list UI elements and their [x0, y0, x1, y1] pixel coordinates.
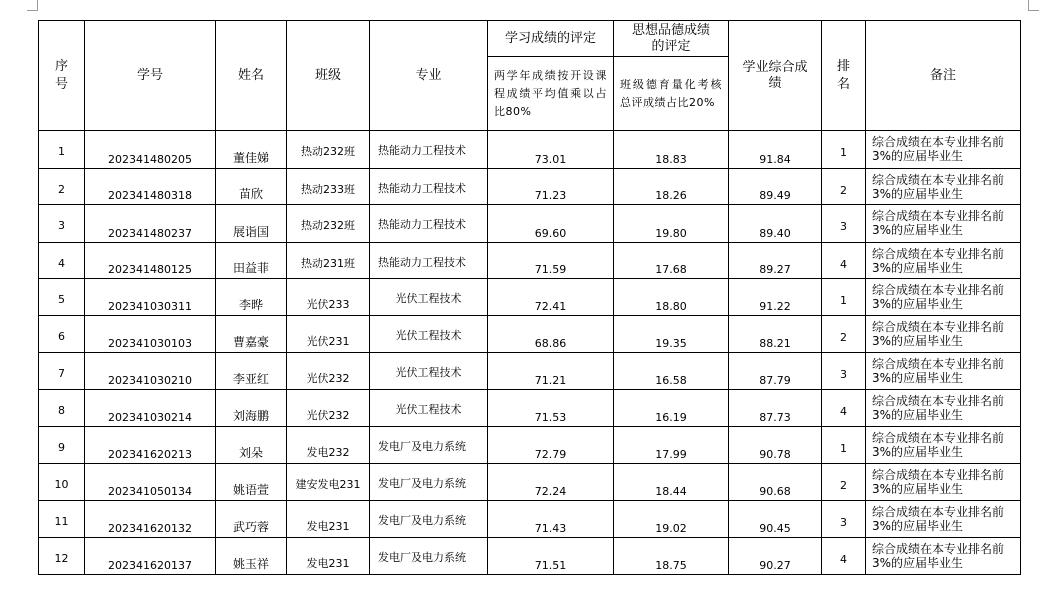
row-note: 综合成绩在本专业排名前3%的应届毕业生 — [866, 205, 1021, 243]
row-name: 姚语萱 — [216, 464, 287, 501]
row-note: 综合成绩在本专业排名前3%的应届毕业生 — [866, 538, 1021, 575]
row-seq: 4 — [39, 243, 85, 279]
row-student-id: 202341030311 — [85, 279, 216, 316]
row-student-id: 202341620137 — [85, 538, 216, 575]
header-major: 专业 — [370, 21, 488, 131]
row-rank: 1 — [822, 131, 866, 169]
row-class: 发电231 — [287, 501, 370, 538]
row-moral-score: 16.58 — [614, 353, 729, 390]
row-class: 光伏231 — [287, 316, 370, 353]
row-moral-score: 17.99 — [614, 427, 729, 464]
row-class: 发电232 — [287, 427, 370, 464]
row-note: 综合成绩在本专业排名前3%的应届毕业生 — [866, 279, 1021, 316]
row-moral-score: 18.26 — [614, 169, 729, 205]
table-row — [39, 131, 1021, 169]
row-composite-score: 90.45 — [729, 501, 822, 538]
row-student-id: 202341620213 — [85, 427, 216, 464]
row-composite-score: 90.68 — [729, 464, 822, 501]
header-class: 班级 — [287, 21, 370, 131]
row-major: 光伏工程技术 — [370, 353, 488, 390]
header-name: 姓名 — [216, 21, 287, 131]
row-composite-score: 89.27 — [729, 243, 822, 279]
row-seq: 2 — [39, 169, 85, 205]
row-student-id: 202341030214 — [85, 390, 216, 427]
header-student-id: 学号 — [85, 21, 216, 131]
row-study-score: 69.60 — [488, 205, 614, 243]
row-study-score: 72.41 — [488, 279, 614, 316]
row-study-score: 72.79 — [488, 427, 614, 464]
row-seq: 9 — [39, 427, 85, 464]
row-class: 热动233班 — [287, 169, 370, 205]
row-moral-score: 16.19 — [614, 390, 729, 427]
row-student-id: 202341620132 — [85, 501, 216, 538]
row-name: 曹嘉豪 — [216, 316, 287, 353]
row-study-score: 71.43 — [488, 501, 614, 538]
row-composite-score: 89.40 — [729, 205, 822, 243]
row-moral-score: 18.83 — [614, 131, 729, 169]
row-student-id: 202341480318 — [85, 169, 216, 205]
row-student-id: 202341030210 — [85, 353, 216, 390]
header-moral-sub: 班级德育量化考核总评成绩占比20% — [614, 57, 729, 131]
row-name: 李晔 — [216, 279, 287, 316]
row-student-id: 202341480237 — [85, 205, 216, 243]
row-class: 光伏232 — [287, 353, 370, 390]
header-moral-group: 思想品德成绩的评定 — [614, 21, 729, 57]
row-rank: 1 — [822, 427, 866, 464]
row-study-score: 73.01 — [488, 131, 614, 169]
row-moral-score: 18.80 — [614, 279, 729, 316]
row-major: 热能动力工程技术 — [370, 205, 488, 243]
row-seq: 8 — [39, 390, 85, 427]
row-seq: 12 — [39, 538, 85, 575]
header-seq: 序号 — [39, 21, 85, 131]
row-name: 李亚红 — [216, 353, 287, 390]
row-name: 刘朵 — [216, 427, 287, 464]
row-class: 发电231 — [287, 538, 370, 575]
row-rank: 2 — [822, 316, 866, 353]
row-class: 热动232班 — [287, 131, 370, 169]
row-rank: 3 — [822, 353, 866, 390]
row-major: 热能动力工程技术 — [370, 131, 488, 169]
row-rank: 3 — [822, 205, 866, 243]
table-row — [39, 169, 1021, 205]
row-student-id: 202341030103 — [85, 316, 216, 353]
row-rank: 3 — [822, 501, 866, 538]
row-composite-score: 90.78 — [729, 427, 822, 464]
row-rank: 1 — [822, 279, 866, 316]
row-note: 综合成绩在本专业排名前3%的应届毕业生 — [866, 464, 1021, 501]
row-seq: 10 — [39, 464, 85, 501]
row-class: 热动231班 — [287, 243, 370, 279]
header-study-sub: 两学年成绩按开设课程成绩平均值乘以占比80% — [488, 57, 614, 131]
table-row — [39, 538, 1021, 575]
row-name: 苗欣 — [216, 169, 287, 205]
row-seq: 5 — [39, 279, 85, 316]
row-composite-score: 88.21 — [729, 316, 822, 353]
row-study-score: 71.53 — [488, 390, 614, 427]
row-name: 姚玉祥 — [216, 538, 287, 575]
row-composite-score: 91.84 — [729, 131, 822, 169]
row-study-score: 68.86 — [488, 316, 614, 353]
row-name: 董佳娣 — [216, 131, 287, 169]
row-note: 综合成绩在本专业排名前3%的应届毕业生 — [866, 501, 1021, 538]
row-study-score: 71.23 — [488, 169, 614, 205]
table-body — [39, 131, 1021, 575]
row-name: 田益菲 — [216, 243, 287, 279]
row-major: 光伏工程技术 — [370, 390, 488, 427]
row-note: 综合成绩在本专业排名前3%的应届毕业生 — [866, 353, 1021, 390]
page-corner-mark-left — [27, 0, 38, 11]
row-composite-score: 87.79 — [729, 353, 822, 390]
row-class: 光伏233 — [287, 279, 370, 316]
table-row — [39, 279, 1021, 316]
row-student-id: 202341480125 — [85, 243, 216, 279]
row-major: 发电厂及电力系统 — [370, 464, 488, 501]
table-row — [39, 353, 1021, 390]
row-seq: 7 — [39, 353, 85, 390]
row-major: 光伏工程技术 — [370, 279, 488, 316]
row-name: 展诣国 — [216, 205, 287, 243]
header-study-group: 学习成绩的评定 — [488, 21, 614, 57]
row-student-id: 202341480205 — [85, 131, 216, 169]
row-rank: 2 — [822, 464, 866, 501]
row-study-score: 72.24 — [488, 464, 614, 501]
header-composite: 学业综合成绩 — [729, 21, 822, 131]
row-composite-score: 87.73 — [729, 390, 822, 427]
row-moral-score: 19.02 — [614, 501, 729, 538]
header-rank: 排名 — [822, 21, 866, 131]
row-rank: 4 — [822, 243, 866, 279]
row-seq: 6 — [39, 316, 85, 353]
row-moral-score: 17.68 — [614, 243, 729, 279]
row-note: 综合成绩在本专业排名前3%的应届毕业生 — [866, 243, 1021, 279]
table-row — [39, 501, 1021, 538]
row-seq: 11 — [39, 501, 85, 538]
row-major: 光伏工程技术 — [370, 316, 488, 353]
row-study-score: 71.59 — [488, 243, 614, 279]
row-moral-score: 19.35 — [614, 316, 729, 353]
table-header — [39, 21, 1021, 131]
row-study-score: 71.21 — [488, 353, 614, 390]
row-moral-score: 18.75 — [614, 538, 729, 575]
table-row — [39, 427, 1021, 464]
row-note: 综合成绩在本专业排名前3%的应届毕业生 — [866, 316, 1021, 353]
table-row — [39, 464, 1021, 501]
row-major: 发电厂及电力系统 — [370, 501, 488, 538]
page-corner-mark-right — [1028, 0, 1039, 11]
row-major: 热能动力工程技术 — [370, 169, 488, 205]
ranking-table — [38, 20, 1021, 575]
row-rank: 4 — [822, 390, 866, 427]
row-rank: 4 — [822, 538, 866, 575]
row-major: 发电厂及电力系统 — [370, 427, 488, 464]
header-note: 备注 — [866, 21, 1021, 131]
row-name: 刘海鹏 — [216, 390, 287, 427]
row-major: 发电厂及电力系统 — [370, 538, 488, 575]
row-major: 热能动力工程技术 — [370, 243, 488, 279]
table-row — [39, 205, 1021, 243]
table-row — [39, 243, 1021, 279]
row-rank: 2 — [822, 169, 866, 205]
row-composite-score: 89.49 — [729, 169, 822, 205]
row-composite-score: 90.27 — [729, 538, 822, 575]
row-seq: 3 — [39, 205, 85, 243]
row-name: 武巧蓉 — [216, 501, 287, 538]
row-note: 综合成绩在本专业排名前3%的应届毕业生 — [866, 390, 1021, 427]
row-moral-score: 18.44 — [614, 464, 729, 501]
row-seq: 1 — [39, 131, 85, 169]
row-student-id: 202341050134 — [85, 464, 216, 501]
row-moral-score: 19.80 — [614, 205, 729, 243]
row-class: 光伏232 — [287, 390, 370, 427]
row-study-score: 71.51 — [488, 538, 614, 575]
row-composite-score: 91.22 — [729, 279, 822, 316]
row-class: 建安发电231 — [287, 464, 370, 501]
row-note: 综合成绩在本专业排名前3%的应届毕业生 — [866, 427, 1021, 464]
row-class: 热动232班 — [287, 205, 370, 243]
table-row — [39, 316, 1021, 353]
table-row — [39, 390, 1021, 427]
row-note: 综合成绩在本专业排名前3%的应届毕业生 — [866, 131, 1021, 169]
row-note: 综合成绩在本专业排名前3%的应届毕业生 — [866, 169, 1021, 205]
